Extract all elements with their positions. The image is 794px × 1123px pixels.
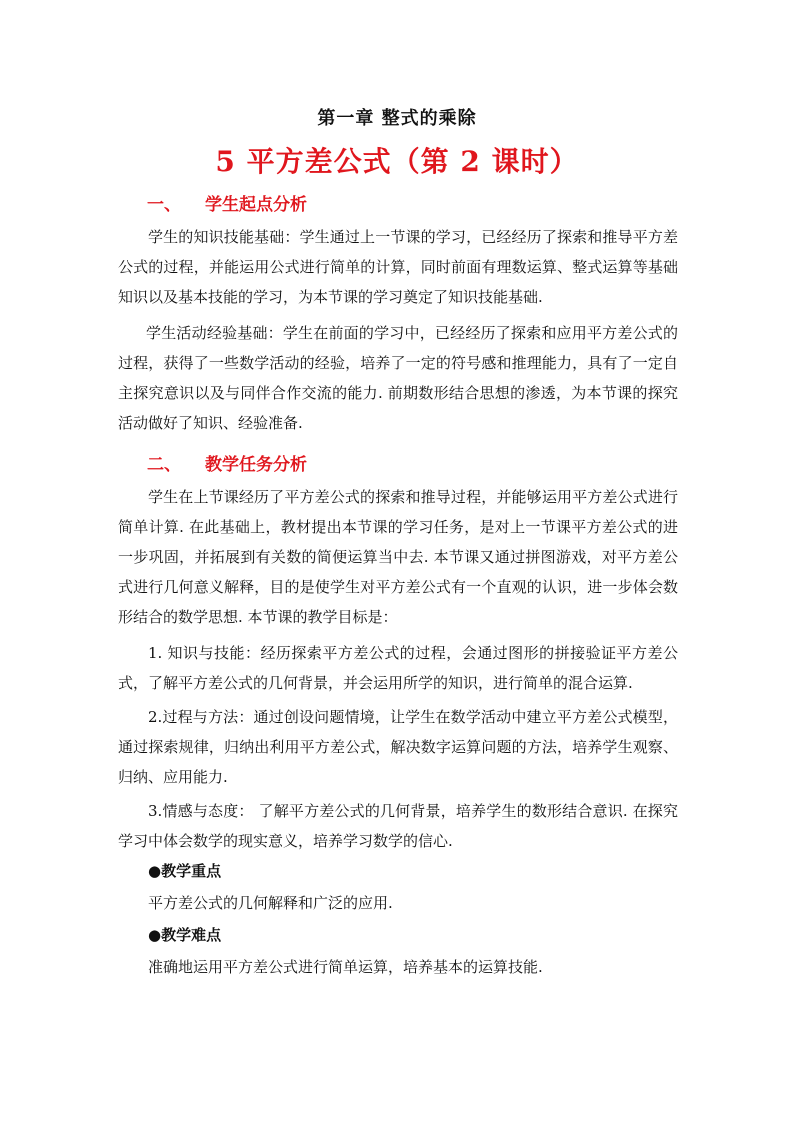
difficult-point-text: 准确地运用平方差公式进行简单运算，培养基本的运算技能. <box>148 958 543 976</box>
section-title-1: 学生起点分析 <box>205 195 307 215</box>
key-point-text: 平方差公式的几何解释和广泛的应用. <box>148 894 393 912</box>
lesson-title: 5 平方差公式（第 2 课时） <box>215 145 579 178</box>
section-title-2: 教学任务分析 <box>205 455 307 475</box>
paragraph-task-analysis: 学生在上节课经历了平方差公式的探索和推导过程，并能够运用平方差公式进行简单计算. 在此基础上，教材提出本节课的学习任务，是对上一节课平方差公式的进一步巩固，并拓展到有关数的简便运算当中去. 本节课又通过拼图游戏，对平方差公式进行几何意义解释，目的是使学生对平方差公式有一个直观的认识，进一步体会数形结合的数学思想. 本节课的教学目标是： <box>118 488 678 626</box>
chapter-title: 第一章 整式的乘除 <box>317 108 477 129</box>
paragraph-knowledge-basis: 学生的知识技能基础：学生通过上一节课的学习，已经经历了探索和推导平方差公式的过程，并能运用公式进行简单的计算，同时前面有理数运算、整式运算等基础知识以及基本技能的学习，为本节课的学习奠定了知识技能基础. <box>118 228 678 306</box>
paragraph-goal-process: 2.过程与方法：通过创设问题情境，让学生在数学活动中建立平方差公式模型，通过探索规律，归纳出利用平方差公式，解决数字运算问题的方法，培养学生观察、归纳、应用能力. <box>118 708 678 786</box>
section-heading-1 <box>147 190 307 215</box>
difficult-point-heading: ●教学难点 <box>148 926 222 944</box>
section-number-2: 二、 <box>147 455 181 475</box>
key-point-heading: ●教学重点 <box>148 862 222 880</box>
paragraph-activity-basis: 学生活动经验基础：学生在前面的学习中，已经经历了探索和应用平方差公式的过程，获得了一些数学活动的经验，培养了一定的符号感和推理能力，具有了一定自主探究意识以及与同伴合作交流的能力. 前期数形结合思想的渗透，为本节课的探究活动做好了知识、经验准备. <box>118 324 678 432</box>
section-heading-2 <box>147 450 307 475</box>
section-number-1: 一、 <box>147 195 181 215</box>
paragraph-goal-knowledge: 1. 知识与技能：经历探索平方差公式的过程，会通过图形的拼接验证平方差公式，了解平方差公式的几何背景，并会运用所学的知识，进行简单的混合运算. <box>118 644 678 692</box>
paragraph-goal-attitude: 3.情感与态度： 了解平方差公式的几何背景，培养学生的数形结合意识. 在探究学习中体会数学的现实意义，培养学习数学的信心. <box>118 802 678 850</box>
